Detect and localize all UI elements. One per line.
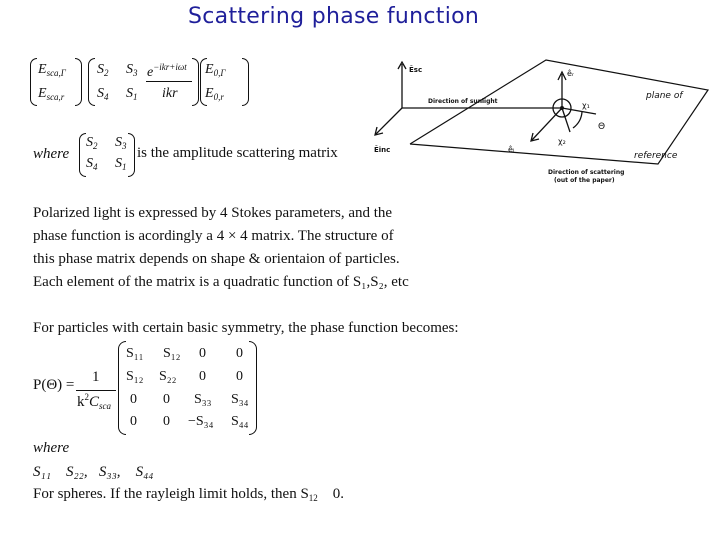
el-axis [532, 108, 562, 140]
theta-arc [573, 112, 582, 128]
pm-r2c1: S₁₂ [126, 369, 144, 384]
stokes-line-4: Each element of the matrix is a quadratic function of S₁,S₂, etc [33, 274, 409, 290]
where-label-2: where [33, 440, 70, 456]
lhs-bracket-left [30, 58, 37, 106]
where-bracket-right [128, 133, 135, 177]
amp-s2: $S_2$ [97, 62, 109, 78]
stokes-line-1: Polarized light is expressed by 4 Stokes parameters, and the [33, 205, 393, 221]
fraction-bar [146, 81, 192, 82]
phase-matrix-bracket-right [249, 341, 257, 435]
er-label: êᵣ [567, 69, 574, 78]
e-sc-label: Ẽsc [409, 66, 423, 74]
amp-s4: $S_4$ [97, 86, 109, 102]
where-bracket-left [79, 133, 86, 177]
scattering-geometry-figure [368, 52, 716, 200]
where-s1: $S_1$ [115, 156, 127, 172]
independent-elements [33, 465, 154, 480]
pm-r3c2: 0 [163, 392, 170, 407]
el-label: êₗ [508, 145, 515, 154]
scattering-label-2: (out of the paper) [554, 177, 615, 184]
pm-r3c3: S₃₃ [194, 392, 212, 407]
amp-s3: $S_3$ [126, 62, 138, 78]
term-s22: S₂₂, [65, 464, 88, 480]
where-label: where [33, 146, 70, 162]
phase-denominator: $k^2C_{sca}$ [77, 392, 112, 411]
e-inc-axis [376, 108, 402, 134]
stokes-line-2: phase function is acordingly a 4 × 4 matrix. The structure of [33, 228, 394, 244]
plane-label: plane of [646, 91, 683, 101]
where-s3: $S_3$ [115, 135, 127, 151]
chi2-line [562, 108, 570, 132]
pm-r4c2: 0 [163, 414, 170, 429]
amp-s1: $S_1$ [126, 86, 138, 102]
lhs-e2: $E_{sca,r}$ [38, 86, 65, 102]
lhs-bracket-right [75, 58, 82, 106]
e-inc-label: Ẽinc [374, 146, 391, 154]
pm-r4c3: −S₃₄ [188, 414, 214, 429]
slide-title: Scattering phase function [188, 4, 480, 29]
scattering-center-dot [560, 106, 564, 110]
pm-r4c4: S₄₄ [231, 414, 249, 429]
where-s2: $S_2$ [86, 135, 98, 151]
phase-matrix-bracket-left [118, 341, 126, 435]
phase-numerator: 1 [92, 369, 100, 385]
pm-r2c3: 0 [199, 369, 206, 384]
symmetry-sentence: For particles with certain basic symmetry, the phase function becomes: [33, 320, 459, 336]
pm-r3c1: 0 [130, 392, 137, 407]
pm-r2c4: 0 [236, 369, 243, 384]
ikr-denominator: ikr [162, 86, 178, 101]
pm-r1c3: 0 [199, 346, 206, 361]
amp-bracket-right [192, 58, 199, 106]
amp-bracket-left [88, 58, 95, 106]
stokes-line-3: this phase matrix depends on shape & orientaion of particles. [33, 251, 400, 267]
rayleigh-sentence: For spheres. If the rayleigh limit holds, then $S_{12}$ 0. [33, 486, 345, 503]
pm-r1c4: 0 [236, 346, 243, 361]
amplitude-matrix-description: is the amplitude scattering matrix [137, 145, 338, 161]
chi1-label: χ₁ [582, 101, 590, 110]
chi2-label: χ₂ [558, 137, 566, 146]
theta-label: Θ [598, 122, 606, 132]
pm-r1c2: S₁₂ [163, 346, 181, 361]
exp-term: $e^{-ikr+i\omega t}$ [147, 62, 187, 80]
pm-r3c4: S₃₄ [231, 392, 249, 407]
phase-lhs: P(Θ) = [33, 377, 75, 393]
sunlight-label: Direction of sunlight [428, 98, 498, 105]
chi1-line [562, 108, 596, 114]
rhs-bracket-right [242, 58, 249, 106]
pm-r4c1: 0 [130, 414, 137, 429]
lhs-e1: $E_{sca,\Gamma}$ [38, 62, 66, 78]
term-s44: S₄₄ [135, 464, 154, 480]
term-s11: S₁₁ [33, 464, 51, 480]
pm-r1c1: S₁₁ [126, 346, 144, 361]
rhs-e1: $E_{0,\Gamma}$ [205, 62, 226, 78]
pm-r2c2: S₂₂ [159, 369, 177, 384]
scattering-label-1: Direction of scattering [548, 169, 625, 176]
term-s33: S₃₃, [98, 464, 121, 480]
reference-label: reference [634, 151, 678, 161]
rhs-e2: $E_{0,r}$ [205, 86, 224, 102]
phase-fraction-bar [76, 390, 116, 391]
where-s4: $S_4$ [86, 156, 98, 172]
